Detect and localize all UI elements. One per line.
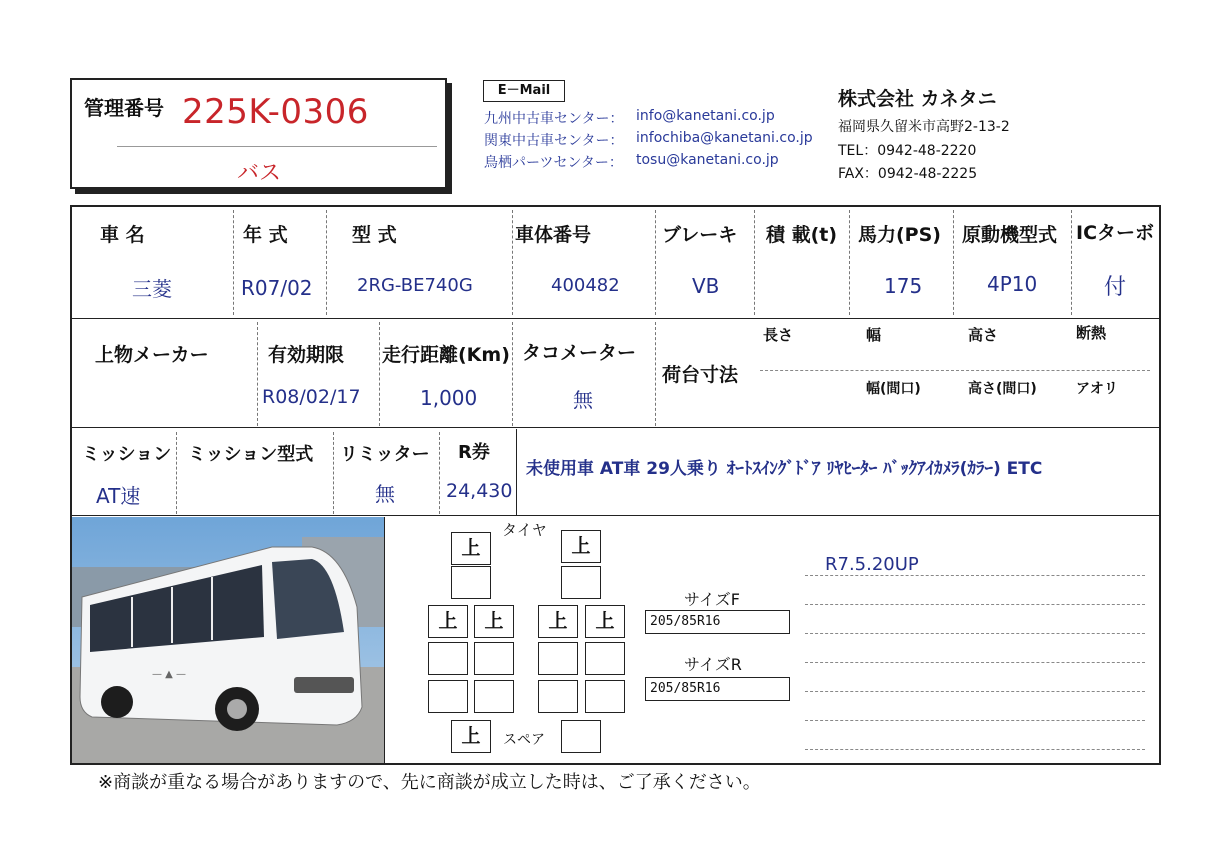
label-r-ticket: R券: [458, 442, 490, 463]
size-rear-label: サイズR: [684, 655, 742, 674]
divider: [326, 210, 327, 315]
company-tel: TEL：0942-48-2220: [838, 143, 977, 159]
company-fax: FAX：0942-48-2225: [838, 166, 978, 182]
label-mission-type: ミッション型式: [188, 444, 314, 465]
divider: [805, 575, 1145, 576]
tire-rear-right-inner-3: [538, 680, 578, 713]
divider: [805, 604, 1145, 605]
tire-rear-right-outer-2: [585, 642, 625, 675]
label-brake: ブレーキ: [662, 224, 738, 246]
tire-rear-right-inner-mark: 上: [538, 605, 578, 638]
tire-front-right: [561, 566, 601, 599]
contact-kyushu-center: 九州中古車センター：: [484, 111, 624, 127]
tire-spare-mark: 上: [451, 720, 491, 753]
contact-tosu-email[interactable]: tosu@kanetani.co.jp: [636, 152, 779, 168]
label-turbo: ICターボ: [1076, 222, 1155, 244]
value-mileage: 1,000: [420, 386, 478, 410]
company-name: 株式会社 カネタニ: [838, 88, 997, 110]
value-vin: 400482: [551, 275, 620, 296]
tire-rear-left-inner-2: [474, 642, 514, 675]
label-expiry: 有効期限: [268, 344, 345, 366]
divider: [754, 210, 755, 315]
value-limiter: 無: [375, 482, 395, 506]
footer-note: ※商談が重なる場合がありますので、先に商談が成立した時は、ご了承ください。: [98, 772, 761, 793]
mgmt-label: 管理番号: [84, 96, 164, 120]
divider: [233, 210, 234, 315]
value-car-name: 三菱: [132, 277, 172, 301]
row2-separator: [72, 427, 1160, 428]
divider: [805, 691, 1145, 692]
tire-rear-left-outer-mark: 上: [428, 605, 468, 638]
remarks: 未使用車 AT車 29人乗り ｵｰﾄｽｲﾝｸﾞﾄﾞｱ ﾘﾔﾋｰﾀｰ ﾊﾞｯｸｱｲｶﾒﾗ(ｶﾗｰ) ETC: [526, 459, 1043, 479]
tire-front-left: [451, 566, 491, 599]
cargo-insulation-label: 断熱: [1076, 324, 1107, 342]
email-badge-text: E－Mail: [497, 83, 551, 98]
value-engine: 4P10: [987, 272, 1038, 296]
divider: [379, 322, 380, 426]
divider: [439, 432, 440, 514]
value-hp: 175: [884, 274, 923, 298]
contact-kanto-center: 関東中古車センター：: [484, 133, 624, 149]
divider: [953, 210, 954, 315]
cargo-height-opening-label: 高さ(間口): [968, 381, 1037, 397]
value-tacho: 無: [573, 388, 593, 412]
tire-rear-left-inner-3: [474, 680, 514, 713]
divider: [805, 749, 1145, 750]
vehicle-photo: [72, 517, 384, 763]
divider: [512, 210, 513, 315]
divider: [805, 633, 1145, 634]
value-model: 2RG-BE740G: [357, 275, 473, 296]
value-r-ticket: 24,430: [446, 480, 513, 502]
divider: [257, 322, 258, 426]
value-expiry: R08/02/17: [262, 386, 361, 408]
tire-note: R7.5.20UP: [825, 554, 919, 575]
contact-tosu-center: 鳥栖パーツセンター：: [484, 155, 623, 171]
value-turbo: 付: [1104, 275, 1127, 300]
company-address: 福岡県久留米市高野2-13-2: [838, 119, 1010, 135]
tire-rear-right-outer-3: [585, 680, 625, 713]
divider: [176, 432, 177, 514]
label-mission: ミッション: [82, 444, 172, 465]
divider: [333, 432, 334, 514]
value-brake: VB: [692, 274, 720, 298]
divider: [1071, 210, 1072, 315]
spare-label: スペア: [503, 732, 545, 748]
tire-rear-left-outer-2: [428, 642, 468, 675]
divider: [760, 370, 1150, 371]
mgmt-divider: [117, 146, 437, 147]
tire-rear-right-outer-mark: 上: [585, 605, 625, 638]
label-tacho: タコメーター: [522, 342, 637, 364]
divider: [516, 429, 517, 516]
tire-spare: [561, 720, 601, 753]
divider: [512, 322, 513, 426]
divider: [849, 210, 850, 315]
cargo-tailgate-label: アオリ: [1076, 381, 1118, 397]
cargo-width-label: 幅: [866, 326, 882, 344]
row3-separator: [72, 515, 1160, 516]
label-vin: 車体番号: [515, 224, 592, 246]
label-engine: 原動機型式: [962, 224, 1058, 246]
label-car-name: 車 名: [100, 224, 145, 246]
tire-label: タイヤ: [502, 521, 547, 539]
contact-kyushu-email[interactable]: info@kanetani.co.jp: [636, 108, 775, 124]
size-front-value: 205/85R16: [645, 610, 790, 634]
category: バス: [237, 161, 282, 186]
mgmt-box: [70, 78, 447, 189]
label-model: 型 式: [352, 224, 397, 246]
value-mission: AT速: [96, 484, 141, 508]
tire-rear-left-inner-mark: 上: [474, 605, 514, 638]
tire-rear-right-inner-2: [538, 642, 578, 675]
tire-rear-left-outer-3: [428, 680, 468, 713]
value-year: R07/02: [241, 276, 313, 300]
size-rear-value: 205/85R16: [645, 677, 790, 701]
email-badge: [483, 80, 565, 102]
divider: [805, 720, 1145, 721]
cargo-length-label: 長さ: [763, 326, 794, 344]
label-hp: 馬力(PS): [858, 224, 941, 246]
label-mileage: 走行距離(Km): [382, 344, 510, 366]
mgmt-number: 225K-0306: [182, 92, 369, 132]
label-cargo-dims: 荷台寸法: [662, 364, 739, 386]
divider: [655, 322, 656, 426]
divider: [805, 662, 1145, 663]
cargo-width-opening-label: 幅(間口): [866, 381, 921, 397]
divider: [384, 517, 385, 763]
label-year: 年 式: [243, 224, 288, 246]
contact-kanto-email[interactable]: infochiba@kanetani.co.jp: [636, 130, 813, 146]
size-front-label: サイズF: [684, 590, 740, 609]
cargo-height-label: 高さ: [968, 326, 999, 344]
svg-text:— ▲ —: — ▲ —: [152, 669, 187, 680]
divider: [655, 210, 656, 315]
row1-separator: [72, 318, 1160, 319]
label-load: 積 載(t): [766, 224, 838, 246]
label-limiter: リミッター: [340, 444, 430, 465]
tire-front-right-mark: 上: [561, 530, 601, 563]
tire-front-left-mark: 上: [451, 532, 491, 565]
label-body-maker: 上物メーカー: [95, 344, 209, 366]
